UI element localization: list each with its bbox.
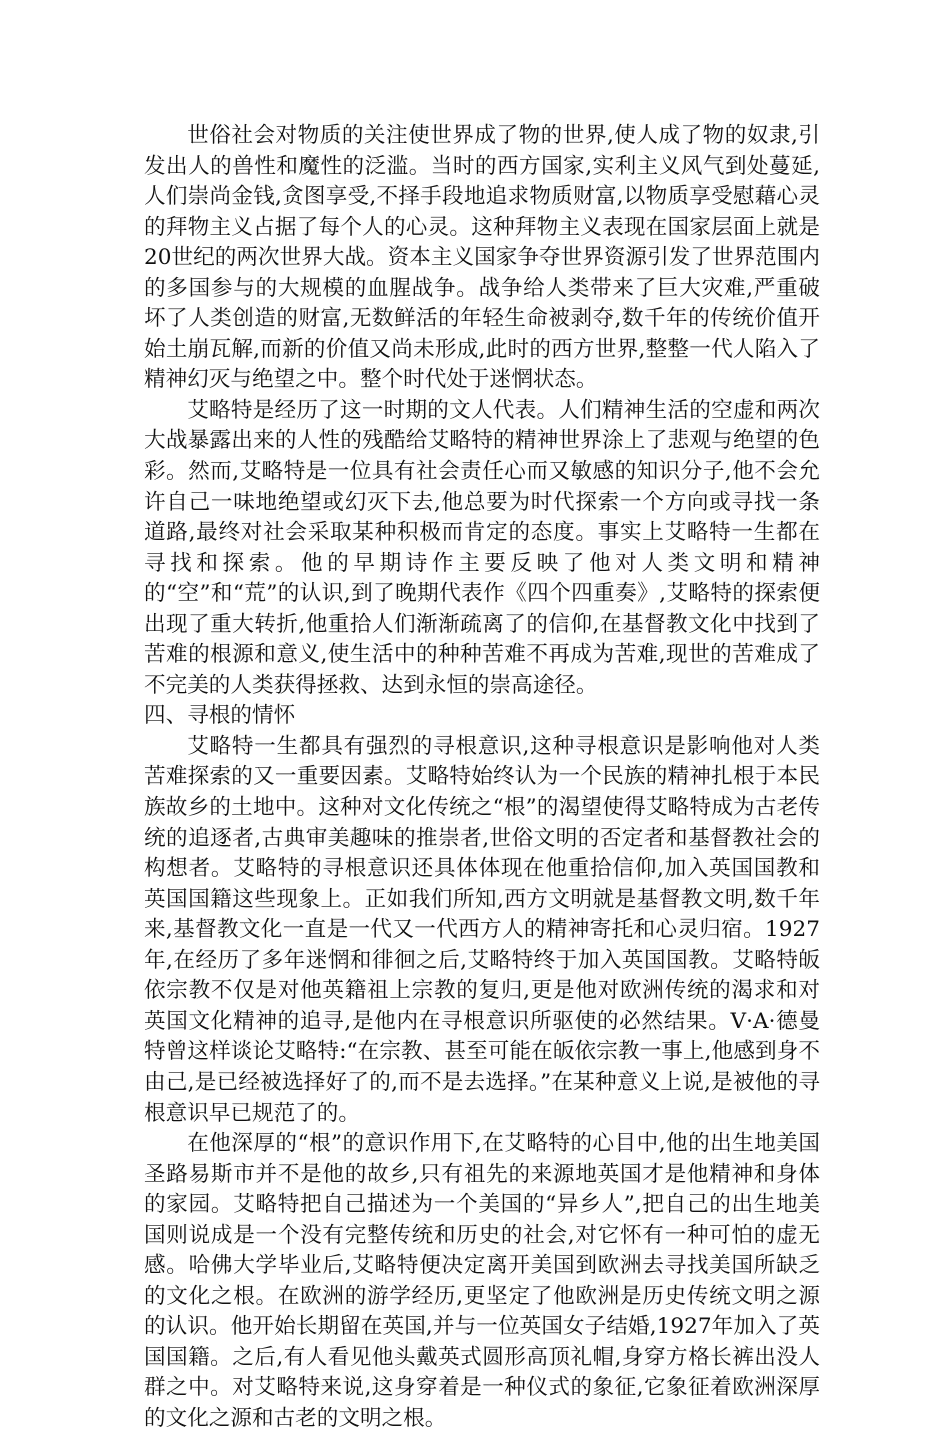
- section-heading: 四、寻根的情怀: [144, 703, 296, 729]
- document-page: [144, 121, 820, 1435]
- paragraph-root-seeking: 艾略特一生都具有强烈的寻根意识,这种寻根意识是影响他对人类苦难探索的又一重要因素。艾略特始终认为一个民族的精神扎根于本民族故乡的土地中。这种对文化传统之“根”的渴望使得艾略特成为古老传统的追逐者,古典审美趣味的推崇者,世俗文明的否定者和基督教社会的构想者。艾略特的寻根意识还具体体现在他重拾信仰,加入英国国教和英国国籍这些现象上。正如我们所知,西方文明就是基督教文明,数千年来,基督教文化一直是一代又一代西方人的精神寄托和心灵归宿。1927年,在经历了多年迷惘和徘徊之后,艾略特终于加入英国国教。艾略特皈依宗教不仅是对他英籍祖上宗教的复归,更是他对欧洲传统的渴求和对英国文化精神的追寻,是他内在寻根意识所驱使的必然结果。V·A·德曼特曾这样谈论艾略特:“在宗教、甚至可能在皈依宗教一事上,他感到身不由己,是已经被选择好了的,而不是去选择。”在某种意义上说,是被他的寻根意识早已规范了的。: [144, 733, 820, 1126]
- paragraph-materialism: 世俗社会对物质的关注使世界成了物的世界,使人成了物的奴隶,引发出人的兽性和魔性的泛滥。当时的西方国家,实利主义风气到处蔓延,人们崇尚金钱,贪图享受,不择手段地追求物质财富,以物质享受慰藉心灵的拜物主义占据了每个人的心灵。这种拜物主义表现在国家层面上就是20世纪的两次世界大战。资本主义国家争夺世界资源引发了世界范围内的多国参与的大规模的血腥战争。战争给人类带来了巨大灾难,严重破坏了人类创造的财富,无数鲜活的年轻生命被剥夺,数千年的传统价值开始土崩瓦解,而新的价值又尚未形成,此时的西方世界,整整一代人陷入了精神幻灭与绝望之中。整个时代处于迷惘状态。: [144, 123, 820, 393]
- paragraph-homeland: 在他深厚的“根”的意识作用下,在艾略特的心目中,他的出生地美国圣路易斯市并不是他的故乡,只有祖先的来源地英国才是他精神和身体的家园。艾略特把自己描述为一个美国的“异乡人”,把自己的出生地美国则说成是一个没有完整传统和历史的社会,对它怀有一种可怕的虚无感。哈佛大学毕业后,艾略特便决定离开美国到欧洲去寻找美国所缺乏的文化之根。在欧洲的游学经历,更坚定了他欧洲是历史传统文明之源的认识。他开始长期留在英国,并与一位英国女子结婚,1927年加入了英国国籍。之后,有人看见他头戴英式圆形高顶礼帽,身穿方格长裤出没人群之中。对艾略特来说,这身穿着是一种仪式的象征,它象征着欧洲深厚的文化之源和古老的文明之根。: [144, 1131, 820, 1431]
- paragraph-eliot-representative: 艾略特是经历了这一时期的文人代表。人们精神生活的空虚和两次大战暴露出来的人性的残酷给艾略特的精神世界涂上了悲观与绝望的色彩。然而,艾略特是一位具有社会责任心而又敏感的知识分子,他不会允许自己一味地绝望或幻灭下去,他总要为时代探索一个方向或寻找一条道路,最终对社会采取某种积极而肯定的态度。事实上艾略特一生都在寻找和探索。他的早期诗作主要反映了他对人类文明和精神的“空”和“荒”的认识,到了晚期代表作《四个四重奏》,艾略特的探索便出现了重大转折,他重拾人们渐渐疏离了的信仰,在基督教文化中找到了苦难的根源和意义,使生活中的种种苦难不再成为苦难,现世的苦难成了不完美的人类获得拯救、达到永恒的崇高途径。: [144, 397, 820, 698]
